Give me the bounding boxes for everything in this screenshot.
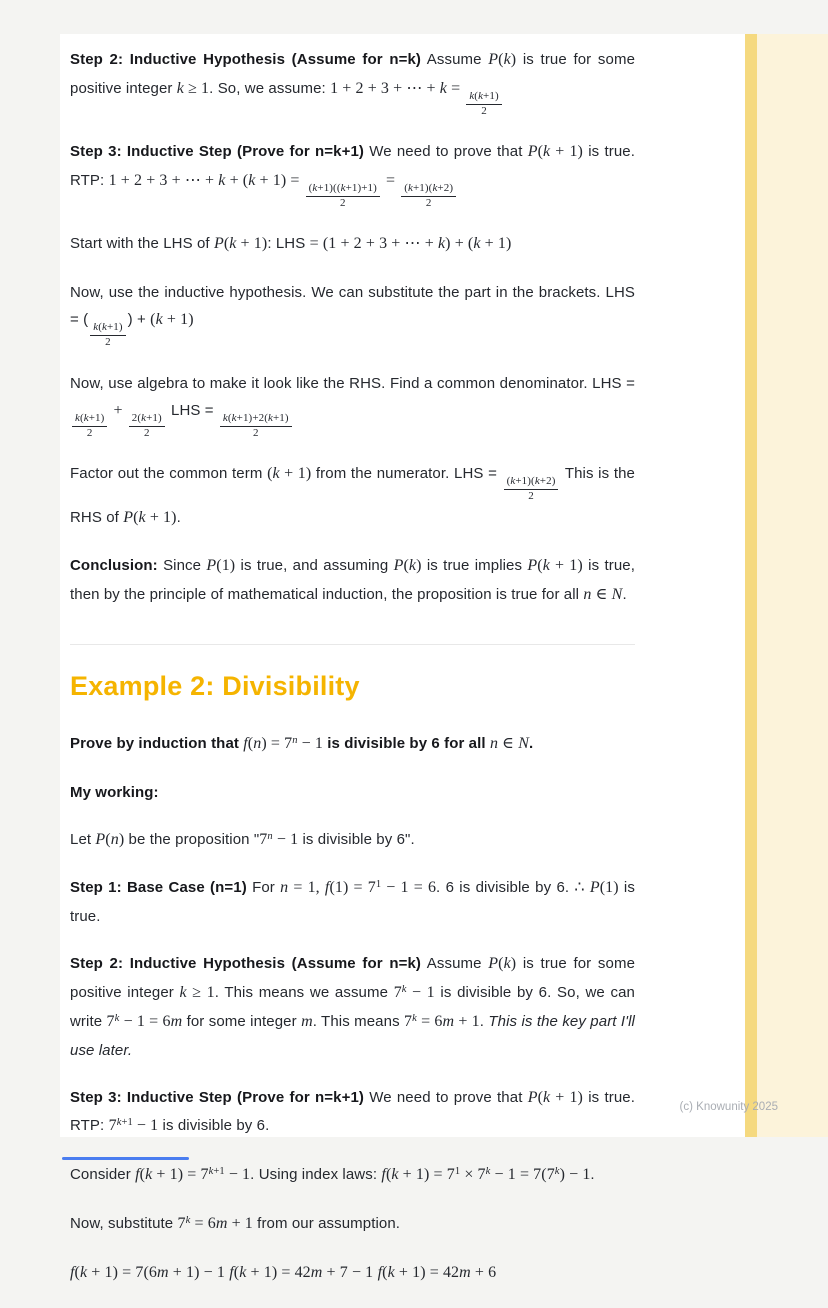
math-run: P(k) bbox=[488, 51, 517, 68]
math-run: − 1 = 7(7 bbox=[490, 1166, 555, 1184]
math-superscript: k bbox=[554, 1166, 560, 1178]
bold-text-run: . bbox=[528, 734, 534, 752]
text-run: is true. bbox=[70, 879, 635, 926]
paragraph bbox=[70, 370, 635, 440]
text-run: We need to prove that bbox=[363, 1088, 528, 1106]
math-run: 1 + 2 + 3 + ⋯ + k + (k + 1) = bbox=[108, 172, 304, 190]
math-run: k ≥ 1 bbox=[179, 984, 215, 1002]
text-run: For bbox=[246, 879, 281, 897]
math-run: = bbox=[381, 172, 400, 190]
document-body bbox=[70, 34, 635, 1308]
paragraph bbox=[70, 826, 635, 855]
math-run: f(k + 1) = 7(6m + 1) − 1 bbox=[70, 1263, 225, 1281]
math-superscript: k bbox=[401, 983, 407, 995]
fraction: $\frac{k(k+1)}{2}$ bbox=[466, 90, 501, 118]
text-run: Factor out the common term bbox=[70, 465, 268, 483]
math-run: P(k + 1) bbox=[213, 235, 268, 253]
math-run: − 1 = 6 bbox=[381, 879, 437, 897]
fraction: $\frac{k(k+1)+2(k+1)}{2}$ bbox=[220, 412, 292, 440]
bold-text-run: Conclusion: bbox=[70, 557, 158, 575]
text-run: is divisible by 6. So, we can write bbox=[70, 984, 635, 1030]
math-run: 7 bbox=[404, 1012, 413, 1030]
text-run: . bbox=[622, 586, 627, 604]
text-run: is true for some positive integer bbox=[70, 955, 636, 1002]
text-run: is divisible by 6. bbox=[158, 1117, 270, 1135]
text-run: . bbox=[479, 1012, 489, 1030]
math-run: × 7 bbox=[460, 1166, 486, 1184]
math-superscript: k+1 bbox=[116, 1117, 133, 1129]
text-run: . bbox=[590, 1166, 595, 1184]
text-run: ) + bbox=[127, 311, 151, 329]
math-run: k ≥ 1 bbox=[176, 79, 210, 97]
math-run: f(k + 1) = 7 bbox=[381, 1166, 455, 1184]
fraction: $\frac{(k+1)(k+2)}{2}$ bbox=[401, 182, 456, 210]
math-superscript: k bbox=[412, 1012, 417, 1024]
text-run: . So, we assume: bbox=[209, 79, 331, 97]
paragraph bbox=[70, 552, 635, 610]
watermark: (c) Knowunity 2025 bbox=[679, 1101, 778, 1113]
bold-text-run: Step 3: Inductive Step (Prove for n=k+1) bbox=[70, 1088, 364, 1106]
math-run: P(k + 1) bbox=[123, 508, 177, 526]
text-run: : LHS bbox=[267, 235, 310, 253]
paragraph bbox=[70, 279, 635, 349]
math-run: P(k + 1) bbox=[527, 1088, 583, 1106]
notes-page bbox=[60, 34, 828, 1281]
fraction: $\frac{(k+1)((k+1)+1)}{2}$ bbox=[306, 182, 380, 210]
fraction: $\frac{k(k+1)}{2}$ bbox=[72, 412, 107, 440]
section-heading: Example 2: Divisibility bbox=[70, 670, 360, 701]
text-run: Assume bbox=[420, 955, 489, 973]
math-run: 7 bbox=[177, 1215, 186, 1233]
paragraph bbox=[70, 460, 635, 532]
text-run: is true, and assuming bbox=[235, 557, 394, 575]
math-run: 7 bbox=[106, 1012, 115, 1030]
math-run: − 1 bbox=[224, 1166, 251, 1184]
fraction: $\frac{(k+1)(k+2)}{2}$ bbox=[504, 475, 559, 503]
paragraph bbox=[70, 1084, 635, 1142]
text-run: . This means we assume bbox=[214, 984, 394, 1002]
text-run: is true. RTP: bbox=[70, 1088, 635, 1135]
text-run: . bbox=[176, 508, 181, 526]
math-run: f(k + 1) = 42m + 6 bbox=[377, 1263, 497, 1281]
math-run: f(n) = 7 bbox=[243, 734, 293, 752]
fraction: $\frac{k(k+1)}{2}$ bbox=[90, 321, 125, 349]
text-run: We need to prove that bbox=[363, 143, 528, 161]
text-run: Let bbox=[70, 830, 96, 848]
math-run: P(n) bbox=[95, 830, 125, 848]
text-run: is true, then by the principle of mathematical induction, the proposition is true for all bbox=[70, 557, 635, 604]
text-run: This is the RHS of bbox=[70, 465, 635, 526]
math-superscript: n bbox=[292, 734, 298, 746]
math-superscript: n bbox=[267, 830, 273, 842]
text-run: Start with the LHS of bbox=[70, 235, 214, 253]
text-run: is true implies bbox=[421, 557, 528, 575]
bold-text-run: Step 3: Inductive Step (Prove for n=k+1) bbox=[70, 143, 364, 161]
math-run: = 6m + 1 bbox=[190, 1215, 253, 1233]
math-run: f(k + 1) = 42m + 7 − 1 bbox=[229, 1263, 374, 1281]
text-run: LHS = bbox=[166, 401, 218, 419]
math-run: P(k) bbox=[488, 955, 517, 973]
bold-text-run: My working: bbox=[70, 783, 159, 801]
math-run: P(k + 1) bbox=[527, 143, 583, 161]
paragraph bbox=[70, 874, 635, 930]
math-run: − 1 bbox=[297, 734, 323, 752]
math-superscript: k bbox=[185, 1214, 191, 1226]
text-run: for some integer bbox=[182, 1012, 302, 1030]
math-run: n ∈ N bbox=[583, 586, 623, 604]
math-run: P(1) bbox=[206, 557, 236, 575]
bold-text-run: Step 2: Inductive Hypothesis (Assume for n=k) bbox=[70, 955, 421, 973]
math-run: n ∈ N bbox=[489, 734, 529, 752]
text-run: Since bbox=[157, 557, 207, 575]
math-run: + bbox=[109, 401, 127, 419]
math-superscript: k bbox=[485, 1166, 491, 1178]
text-run: . Using index laws: bbox=[250, 1166, 382, 1184]
math-run: ) − 1 bbox=[559, 1166, 591, 1184]
bold-text-run: is divisible by 6 for all bbox=[323, 734, 490, 752]
math-superscript: k bbox=[114, 1012, 120, 1024]
math-run: 1 + 2 + 3 + ⋯ + k = bbox=[330, 79, 465, 97]
paragraph bbox=[70, 230, 635, 259]
text-run: is true. RTP: bbox=[70, 143, 635, 190]
text-run: is true for some positive integer bbox=[70, 51, 636, 97]
math-superscript: 1 bbox=[375, 879, 382, 891]
text-run: . This means bbox=[312, 1012, 405, 1030]
paragraph bbox=[70, 138, 635, 210]
math-run: P(k + 1) bbox=[527, 557, 583, 575]
bold-text-run: Prove by induction that bbox=[70, 734, 244, 752]
math-run: − 1 = 6m bbox=[119, 1012, 183, 1030]
text-run: Now, use algebra to make it look like the RHS. Find a common denominator. LHS = bbox=[70, 374, 635, 392]
paragraph bbox=[70, 1259, 635, 1288]
section-divider bbox=[70, 644, 635, 645]
paragraph bbox=[70, 1210, 635, 1239]
text-run: . 6 is divisible by 6. bbox=[436, 879, 575, 897]
math-superscript: k+1 bbox=[208, 1166, 225, 1178]
text-run: Consider bbox=[70, 1166, 136, 1184]
margin-stripe bbox=[745, 34, 757, 1137]
text-run: from our assumption. bbox=[252, 1215, 401, 1233]
text-run: is divisible by 6". bbox=[298, 830, 415, 848]
paragraph bbox=[70, 779, 635, 806]
math-superscript: 1 bbox=[454, 1166, 461, 1178]
math-run: 7 bbox=[259, 830, 268, 848]
math-run: m bbox=[301, 1012, 313, 1030]
text-run: from the numerator. LHS = bbox=[311, 465, 502, 483]
text-run: be the proposition " bbox=[124, 830, 260, 848]
bold-text-run: Step 2: Inductive Hypothesis (Assume for n=k) bbox=[70, 51, 421, 68]
math-run: − 1 bbox=[272, 830, 299, 848]
math-run: f(k + 1) = 7 bbox=[135, 1166, 209, 1184]
math-run: (k + 1) bbox=[267, 465, 312, 483]
text-run: Assume bbox=[420, 51, 489, 68]
text-run: Now, use the inductive hypothesis. We can substitute the part in the brackets. LHS = ( bbox=[70, 284, 635, 329]
next-page-accent bbox=[62, 1157, 189, 1160]
page-margin bbox=[757, 34, 828, 1137]
math-run: (k + 1) bbox=[150, 311, 194, 329]
paragraph bbox=[70, 730, 635, 759]
paragraph bbox=[70, 950, 635, 1063]
math-run: ∴ P(1) bbox=[574, 879, 619, 897]
math-run: = 6m + 1 bbox=[416, 1012, 480, 1030]
math-run: n = 1, f(1) = 7 bbox=[280, 879, 376, 897]
paragraph bbox=[70, 46, 635, 118]
math-run: 7 bbox=[108, 1117, 117, 1135]
text-run: Now, substitute bbox=[70, 1215, 178, 1233]
bold-text-run: Step 1: Base Case (n=1) bbox=[70, 879, 247, 897]
math-run: = (1 + 2 + 3 + ⋯ + k) + (k + 1) bbox=[309, 235, 512, 253]
italic-text-run: This is the key part I'll use later. bbox=[70, 1012, 635, 1059]
math-run: − 1 bbox=[132, 1117, 159, 1135]
math-run: 7 bbox=[393, 984, 402, 1002]
math-run: − 1 bbox=[406, 984, 435, 1002]
fraction: $\frac{2(k+1)}{2}$ bbox=[129, 412, 165, 440]
math-run: P(k) bbox=[393, 557, 422, 575]
paragraph bbox=[70, 1161, 635, 1190]
